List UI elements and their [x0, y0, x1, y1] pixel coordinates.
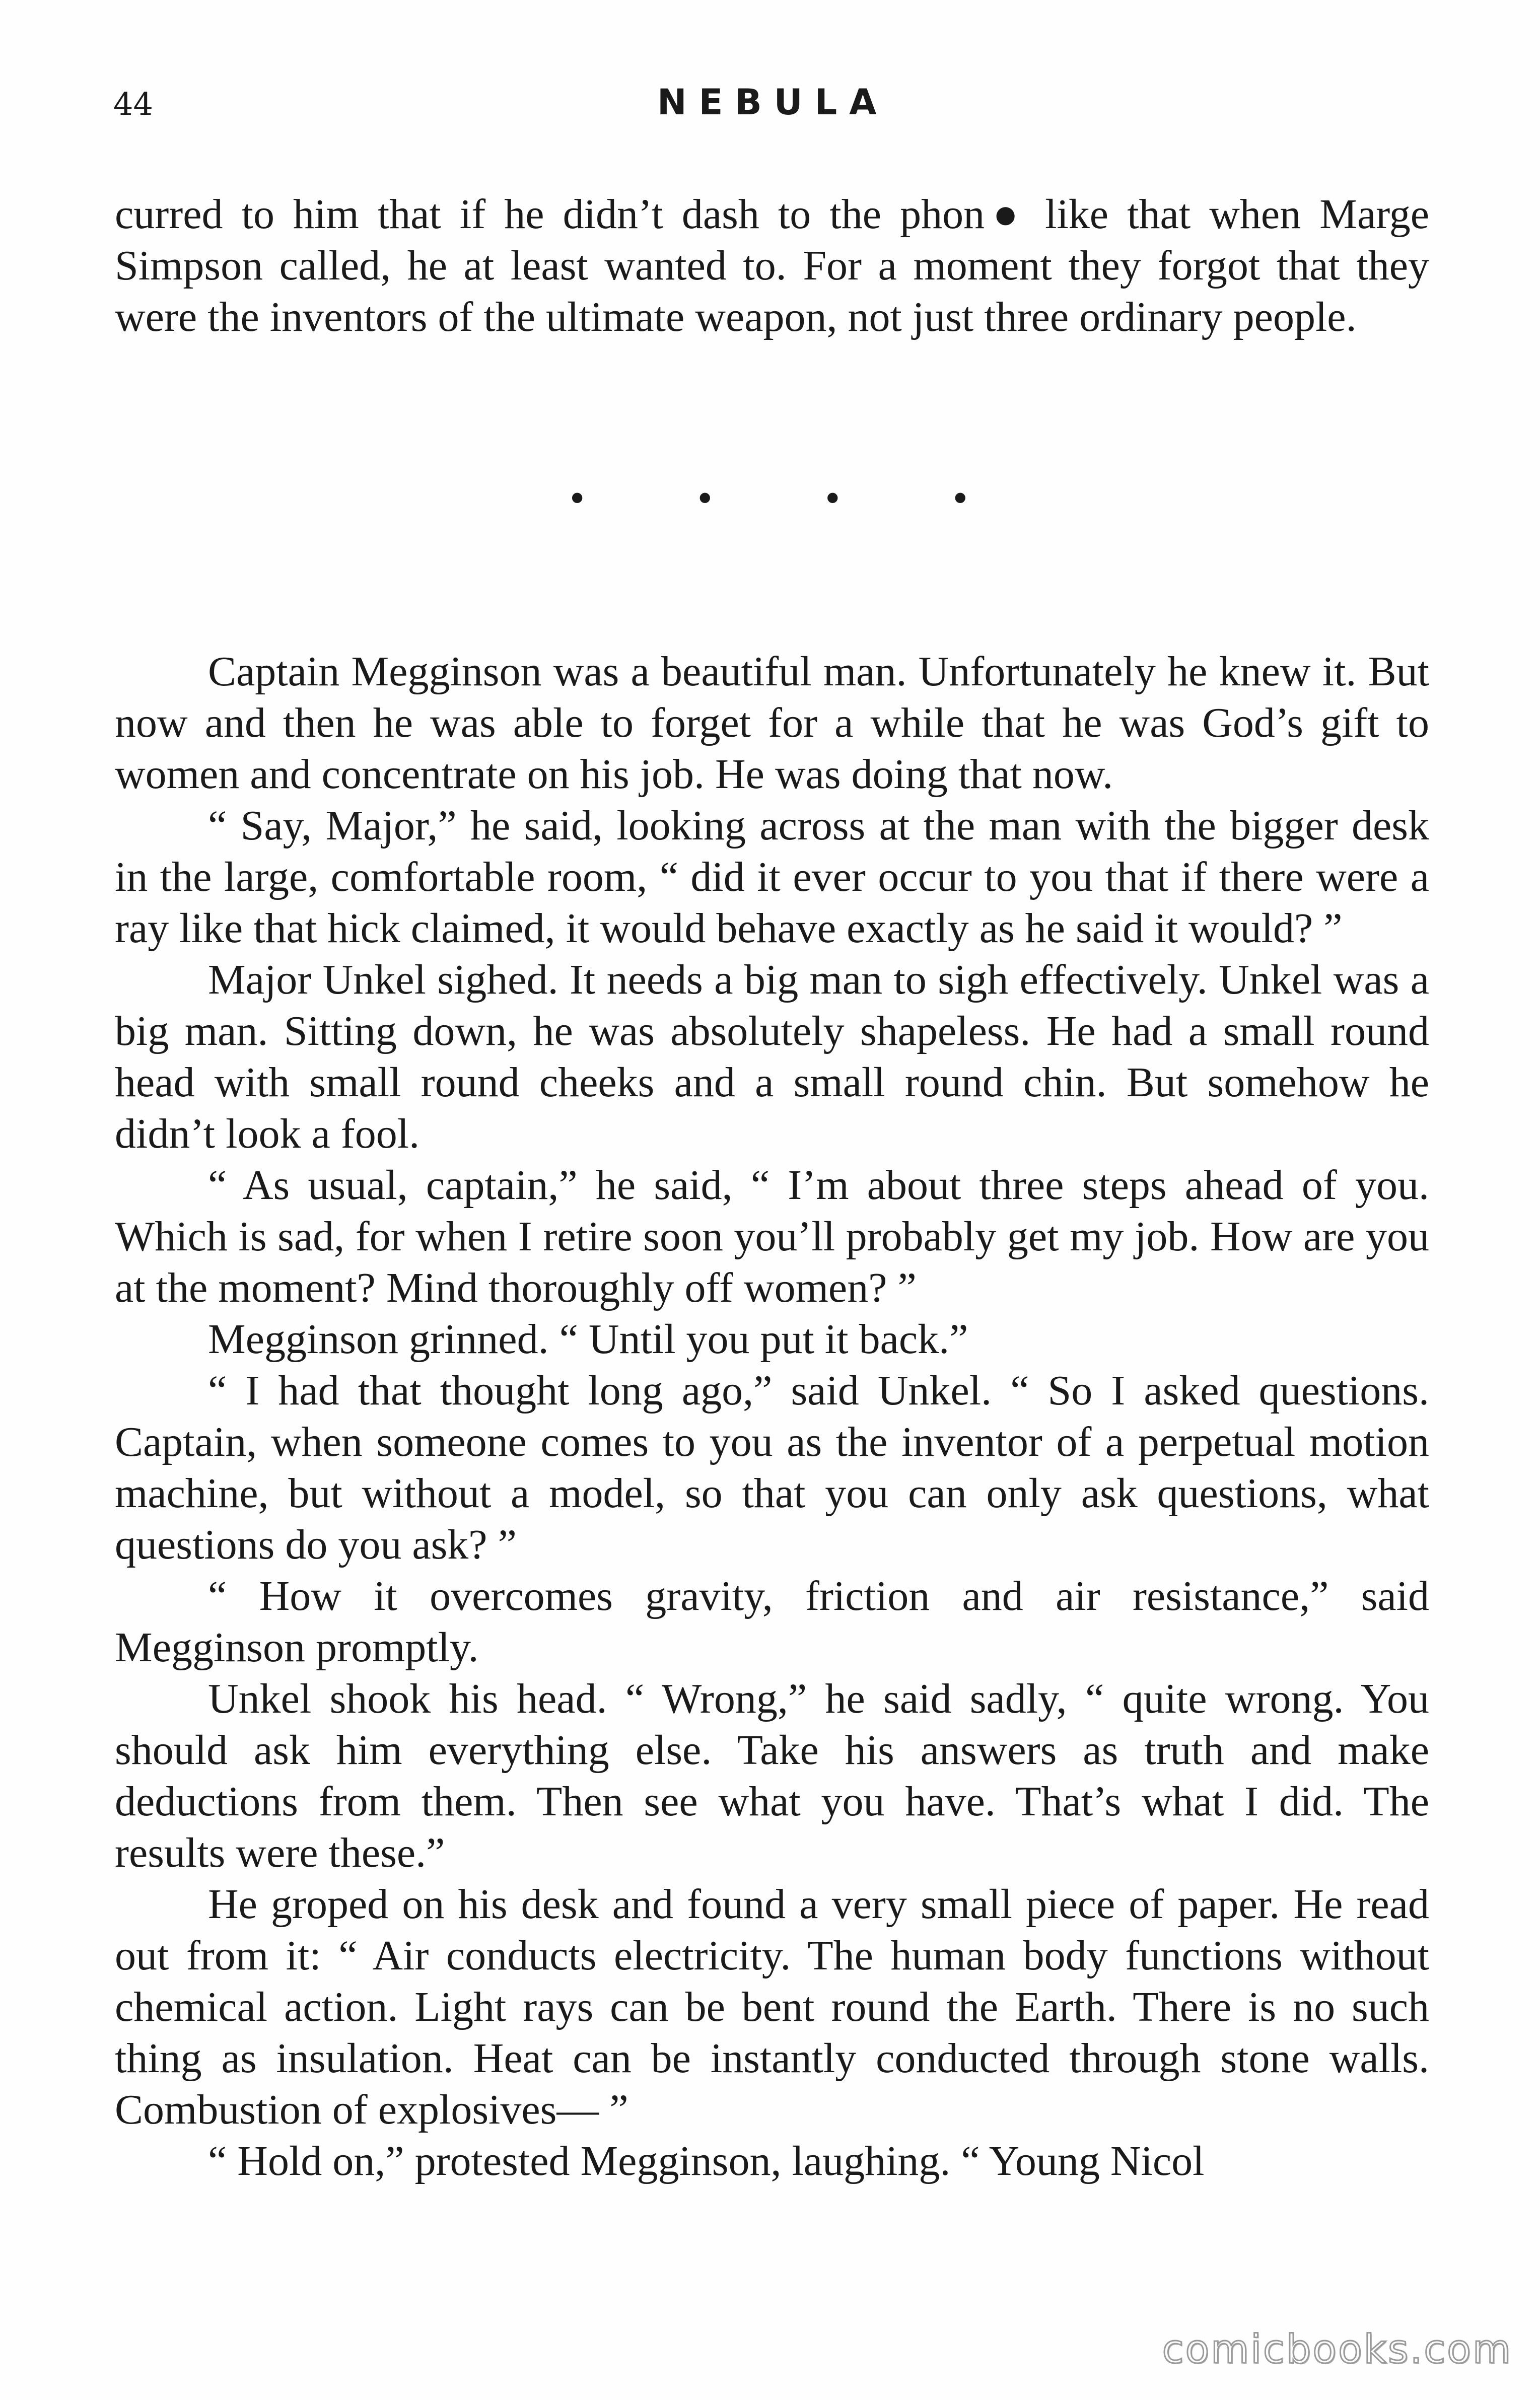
paragraph: Unkel shook his head. “ Wrong,” he said sadly, “ quite wrong. You should ask him everything else. Take his answers as truth and make deductions from them. Then see what you have. That’s what I did. The results were these.”	[115, 1675, 1429, 1876]
watermark: comicbooks.com	[1162, 2327, 1512, 2372]
paragraph: Megginson grinned. “ Until you put it back.”	[208, 1316, 968, 1363]
paragraph: “ How it overcomes gravity, friction and air resistance,” said Megginson promptly.	[115, 1573, 1429, 1671]
page-header	[113, 82, 1439, 131]
section-separator: • • • •	[567, 478, 1019, 520]
continuation-block	[115, 189, 1429, 343]
paragraph: He groped on his desk and found a very small piece of paper. He read out from it: “ Air conducts electricity. The human body functions without chemical action. Light rays can be bent round the Earth. There is no such thing as insulation. Heat can be instantly conducted through stone walls. Combustion of explosives— ”	[115, 1881, 1429, 2133]
paragraph: “ Say, Major,” he said, looking across at the man with the bigger desk in the large, comfortable room, “ did it ever occur to you that if there were a ray like that hick claimed, it would behave exactly as he said it would? ”	[115, 802, 1429, 952]
page-number: 44	[113, 86, 153, 122]
paragraph: “ Hold on,” protested Megginson, laughing. “ Young Nicol	[208, 2138, 1205, 2184]
paragraph: “ As usual, captain,” he said, “ I’m about three steps ahead of you. Which is sad, for when I retire soon you’ll probably get my job. How are you at the moment? Mind thoroughly off women? ”	[115, 1162, 1429, 1311]
paragraph: Major Unkel sighed. It needs a big man to sigh effectively. Unkel was a big man. Sitting down, he was absolutely shapeless. He had a small round head with small round cheeks and a small round chin. But somehow he didn’t look a fool.	[115, 956, 1429, 1157]
paragraph: Captain Megginson was a beautiful man. Unfortunately he knew it. But now and then he was able to forget for a while that he was God’s gift to women and concentrate on his job. He was doing that now.	[115, 648, 1429, 798]
running-title: NEBULA	[657, 82, 889, 123]
continuation-paragraph: curred to him that if he didn’t dash to the phon● like that when Marge Simpson called, he at least wanted to. For a moment they forgot that they were the inventors of the ultimate weapon, not just three ordinary people.	[115, 191, 1429, 340]
main-text-block	[115, 646, 1429, 2187]
paragraph: “ I had that thought long ago,” said Unkel. “ So I asked questions. Captain, when someone comes to you as the inventor of a perpetual motion machine, but without a model, so that you can only ask questions, what questions do you ask? ”	[115, 1367, 1429, 1568]
